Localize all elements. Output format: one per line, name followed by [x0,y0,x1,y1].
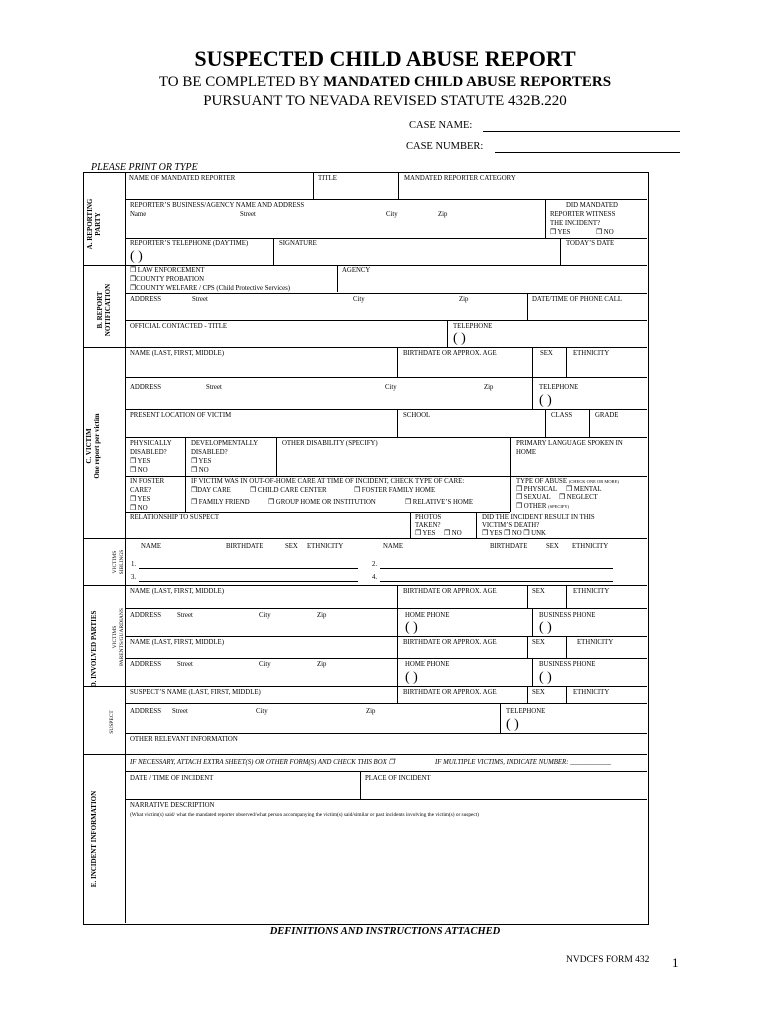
section-c-label [85,381,105,511]
victim-location-label: PRESENT LOCATION OF VICTIM [130,412,232,419]
grid-line [125,293,647,294]
todays-date-label: TODAY’S DATE [566,240,615,247]
reporter-title-label: TITLE [318,175,337,182]
parents-label-1: VICTIMS [112,625,118,649]
abuse-type-note: (CHECK ONE OR MORE) [568,479,619,484]
section-a-label-1: A. REPORTING [86,198,94,250]
sibling-2-number: 2. [372,561,378,568]
parent2-ethnicity-label: ETHNICITY [577,639,614,646]
multiple-victims-label: IF MULTIPLE VICTIMS, INDICATE NUMBER: ____________ [435,759,611,766]
divider-d-e [84,754,647,755]
business-zip-label: Zip [438,211,448,218]
parent2-sex-label: SEX [532,639,545,646]
case-number-field[interactable] [495,152,680,153]
dev-disabled-label-2: DISABLED? [191,449,228,456]
grid-line [397,636,398,658]
suspect-side-label [109,702,117,742]
victim-ethnicity-label: ETHNICITY [573,350,610,357]
sib-sex-header-left: SEX [285,543,298,550]
suspect-street-label: Street [172,708,188,715]
suspect-sex-label: SEX [532,689,545,696]
page-number: 1 [672,955,679,970]
dev-disabled-label-1: DEVELOPMENTALLY [191,440,259,447]
narrative-note: (What victim(s) said/ what the mandated reporter observed/what person accompanying the victim(s) said/similar or past incidents involving the victim(s) or suspect) [130,812,479,818]
foster-family-home-checkbox[interactable]: ❒ FOSTER FAMILY HOME [354,487,436,494]
suspect-side-text: SUSPECT [109,710,115,734]
case-name-label: CASE NAME: [409,120,473,131]
grid-line [566,347,567,377]
relatives-home-checkbox[interactable]: ❒ RELATIVE’S HOME [405,499,474,506]
photos-label-2: TAKEN? [415,522,441,529]
grid-line [545,409,546,437]
grid-line [476,512,477,538]
school-label: SCHOOL [403,412,431,419]
divider-sib-d [84,585,647,586]
suspect-telephone-label: TELEPHONE [506,708,546,715]
foster-yes-checkbox[interactable]: ❒ YES [130,496,151,503]
agency-label: AGENCY [342,267,371,274]
phys-yes-checkbox[interactable]: ❒ YES [130,458,151,465]
other-abuse-note: (SPECIFY) [548,504,570,509]
death-options-checkboxes[interactable]: ❒ YES ❒ NO ❒ UNK [482,530,546,537]
other-abuse-checkbox[interactable] [516,503,569,511]
signature-label: SIGNATURE [279,240,317,247]
incident-place-label: PLACE OF INCIDENT [365,775,431,782]
witness-label-1: DID MANDATED [566,202,618,209]
grid-line [125,409,647,410]
grid-line [532,658,533,686]
victim-city-label: City [385,384,397,391]
grid-line [397,585,398,608]
physically-disabled-label-2: DISABLED? [130,449,167,456]
grid-line [125,437,647,438]
grid-line [527,585,528,608]
victim-street-label: Street [206,384,222,391]
grid-line [125,377,647,378]
grid-line [397,409,398,437]
grid-line [545,199,546,239]
case-name-field[interactable] [483,131,680,132]
section-b-label [96,268,116,352]
siblings-label-1: VICTIMS [112,550,118,574]
parent1-address-label: ADDRESS [130,612,161,619]
divider-b-c [84,347,647,348]
grid-line [125,199,647,200]
group-home-checkbox[interactable]: ❒ GROUP HOME OR INSTITUTION [268,499,376,506]
photos-yes-checkbox[interactable]: ❒ YES [415,530,436,537]
phone-call-datetime-label: DATE/TIME OF PHONE CALL [532,296,623,303]
section-c-label-1: C. VICTIM [85,428,93,464]
sib-birthdate-header-left: BIRTHDATE [226,543,264,550]
grid-line [276,437,277,476]
physically-disabled-label-1: PHYSICALLY [130,440,172,447]
section-e-label-text: E. INCIDENT INFORMATION [90,790,98,888]
narrative-label: NARRATIVE DESCRIPTION [130,802,215,809]
section-d-label-text: D. INVOLVED PARTIES [90,610,98,688]
b-telephone-label: TELEPHONE [453,323,493,330]
grid-line [125,703,647,704]
grid-line [398,172,399,199]
form-subtitle [0,73,770,91]
sexual-abuse-checkbox[interactable]: ❒ SEXUAL [516,494,551,501]
parent2-zip-label: Zip [317,661,327,668]
official-contacted-label: OFFICIAL CONTACTED - TITLE [130,323,228,330]
sib-sex-header-right: SEX [546,543,559,550]
grid-line [560,238,561,265]
grid-line [410,512,411,538]
suspect-name-label: SUSPECT’S NAME (LAST, FIRST, MIDDLE) [130,689,261,696]
family-friend-checkbox[interactable]: ❒ FAMILY FRIEND [191,499,250,506]
statute-line: PURSUANT TO NEVADA REVISED STATUTE 432B.220 [203,93,567,109]
victim-sex-label: SEX [540,350,553,357]
class-label: CLASS [551,412,573,419]
sib-name-header-left: NAME [141,543,162,550]
grid-line [125,320,647,321]
victim-address-label: ADDRESS [130,384,161,391]
grid-line [527,686,528,703]
siblings-label [112,542,126,582]
sibling-3-field[interactable] [139,581,358,582]
photos-no-checkbox[interactable]: ❒ NO [444,530,462,537]
grid-line [360,771,361,799]
section-b-label-2: NOTIFICATION [104,283,112,337]
parent1-sex-label: SEX [532,588,545,595]
suspect-ethnicity-label: ETHNICITY [573,689,610,696]
parent2-street-label: Street [177,661,193,668]
grid-line [185,476,186,512]
section-a-label [86,182,106,266]
grid-line [125,733,647,734]
sibling-2-field[interactable] [380,568,613,569]
parent2-city-label: City [259,661,271,668]
b-city-label: City [353,296,365,303]
victim-birthdate-label: BIRTHDATE OR APPROX. AGE [403,350,497,357]
death-label-2: VICTIM’S DEATH? [482,522,540,529]
foster-care-label-1: IN FOSTER [130,478,165,485]
phys-no-checkbox[interactable]: ❒ NO [130,467,148,474]
grid-line [527,636,528,658]
witness-label-2: REPORTER WITNESS [550,211,616,218]
definitions-note: DEFINITIONS AND INSTRUCTIONS ATTACHED [269,926,501,937]
parent2-business-phone-label: BUSINESS PHONE [539,661,596,668]
grid-line [84,686,647,687]
suspect-phone-parens[interactable]: ( ) [506,717,519,732]
victim-zip-label: Zip [484,384,494,391]
section-e-label [90,779,100,899]
section-b-label-1: B. REPORT [96,291,104,329]
parent1-business-phone-label: BUSINESS PHONE [539,612,596,619]
grid-line [397,658,398,686]
primary-language-label-1: PRIMARY LANGUAGE SPOKEN IN [516,440,623,447]
parent1-name-label: NAME (LAST, FIRST, MIDDLE) [130,588,224,595]
victim-telephone-label: TELEPHONE [539,384,579,391]
relationship-label: RELATIONSHIP TO SUSPECT [130,514,220,521]
other-disability-label: OTHER DISABILITY (SPECIFY) [282,440,378,447]
parent1-home-phone-parens[interactable]: ( ) [405,620,418,635]
sibling-4-number: 4. [372,574,378,581]
reporter-phone-parens[interactable]: ( ) [130,249,143,264]
victim-phone-parens[interactable]: ( ) [539,393,552,408]
reporter-category-label: MANDATED REPORTER CATEGORY [404,175,516,182]
grid-line [313,172,314,199]
grid-line [566,636,567,658]
print-note: PLEASE PRINT OR TYPE [91,162,198,173]
neglect-checkbox[interactable]: ❒ NEGLECT [559,494,598,501]
sibling-1-field[interactable] [139,568,358,569]
b-phone-parens[interactable]: ( ) [453,331,466,346]
extra-sheets-checkbox[interactable]: IF NECESSARY, ATTACH EXTRA SHEET(S) OR OTHER FORM(S) AND CHECK THIS BOX ❒ [130,759,395,766]
case-number-label: CASE NUMBER: [406,141,484,152]
parent1-ethnicity-label: ETHNICITY [573,588,610,595]
reporter-phone-label: REPORTER’S TELEPHONE (DAYTIME) [130,240,249,247]
subtitle-prefix: TO BE COMPLETED BY [158,74,324,90]
suspect-city-label: City [256,708,268,715]
abuse-type-text: TYPE OF ABUSE [516,478,567,485]
grid-line [510,437,511,476]
primary-language-label-2: HOME [516,449,537,456]
parent2-home-phone-parens[interactable]: ( ) [405,670,418,685]
sibling-4-field[interactable] [380,581,613,582]
grid-line [185,437,186,476]
parent1-birthdate-label: BIRTHDATE OR APPROX. AGE [403,588,497,595]
witness-yes-checkbox[interactable]: ❒ YES [550,229,571,236]
physical-abuse-checkbox[interactable]: ❒ PHYSICAL [516,486,558,493]
b-zip-label: Zip [459,296,469,303]
suspect-zip-label: Zip [366,708,376,715]
grid-line [125,636,647,637]
business-name-label: Name [130,211,147,218]
grade-label: GRADE [595,412,619,419]
parent2-address-label: ADDRESS [130,661,161,668]
parents-guardians-label [112,602,126,672]
other-info-label: OTHER RELEVANT INFORMATION [130,736,238,743]
grid-line [532,377,533,409]
grid-line [125,238,647,239]
business-city-label: City [386,211,398,218]
witness-label-3: THE INCIDENT? [550,220,601,227]
grid-line [527,293,528,320]
narrative-field[interactable] [126,820,646,922]
b-address-label: ADDRESS [130,296,161,303]
business-label: REPORTER’S BUSINESS/AGENCY NAME AND ADDRESS [130,202,305,209]
out-of-home-label: IF VICTIM WAS IN OUT-OF-HOME CARE AT TIME OF INCIDENT, CHECK TYPE OF CARE: [191,478,465,485]
sib-birthdate-header-right: BIRTHDATE [490,543,528,550]
sibling-1-number: 1. [131,561,137,568]
grid-line [589,409,590,437]
grid-line [397,608,398,636]
law-enforcement-checkbox[interactable]: ❒ LAW ENFORCEMENT [130,267,205,274]
day-care-checkbox[interactable]: ❒DAY CARE [191,487,231,494]
grid-line [125,512,510,513]
parent1-zip-label: Zip [317,612,327,619]
grid-line [566,585,567,608]
parent2-name-label: NAME (LAST, FIRST, MIDDLE) [130,639,224,646]
grid-line [337,265,338,292]
foster-no-checkbox[interactable]: ❒ NO [130,505,148,512]
parents-label-2: PARENTS/GUARDIANS [118,608,125,666]
grid-line [397,347,398,377]
parent1-city-label: City [259,612,271,619]
county-welfare-checkbox[interactable]: ❒COUNTY WELFARE / CPS (Child Protective Services) [130,285,291,292]
parent1-business-phone-parens[interactable]: ( ) [539,620,552,635]
suspect-address-label: ADDRESS [130,708,161,715]
grid-line [510,476,511,512]
divider-a-b [84,265,647,266]
grid-line [532,608,533,636]
grid-line [125,608,647,609]
parent2-home-phone-label: HOME PHONE [405,661,450,668]
suspect-birthdate-label: BIRTHDATE OR APPROX. AGE [403,689,497,696]
business-street-label: Street [240,211,256,218]
parent1-street-label: Street [177,612,193,619]
divider-c-sib [84,538,647,539]
grid-line [397,686,398,703]
abuse-type-label [516,478,619,486]
subtitle-bold: MANDATED CHILD ABUSE REPORTERS [323,74,612,90]
section-c-label-2: One report per victim [93,413,101,479]
b-street-label: Street [192,296,208,303]
victim-name-label: NAME (LAST, FIRST, MIDDLE) [130,350,224,357]
parent1-home-phone-label: HOME PHONE [405,612,450,619]
grid-line [447,320,448,347]
dev-yes-checkbox[interactable]: ❒ YES [191,458,212,465]
grid-line [566,686,567,703]
section-a-label-2: PARTY [94,212,102,236]
grid-line [125,658,647,659]
form-number: NVDCFS FORM 432 [566,955,650,965]
grid-line [532,347,533,377]
sib-ethnicity-header-left: ETHNICITY [307,543,344,550]
foster-care-label-2: CARE? [130,487,152,494]
sib-ethnicity-header-right: ETHNICITY [572,543,609,550]
grid-line [125,476,647,477]
siblings-label-2: SIBLINGS [118,549,125,575]
other-abuse-text: ❒ OTHER [516,503,547,510]
reporter-name-label: NAME OF MANDATED REPORTER [129,175,236,182]
grid-line [125,799,647,800]
grid-line [273,238,274,265]
death-label-1: DID THE INCIDENT RESULT IN THIS [482,514,595,521]
grid-line [125,771,647,772]
mental-abuse-checkbox[interactable]: ❒ MENTAL [566,486,602,493]
incident-datetime-label: DATE / TIME OF INCIDENT [130,775,214,782]
form-title: SUSPECTED CHILD ABUSE REPORT [194,46,576,71]
sibling-3-number: 3. [131,574,137,581]
parent2-birthdate-label: BIRTHDATE OR APPROX. AGE [403,639,497,646]
dev-no-checkbox[interactable]: ❒ NO [191,467,209,474]
parent2-business-phone-parens[interactable]: ( ) [539,670,552,685]
sib-name-header-right: NAME [383,543,404,550]
grid-line [500,703,501,733]
child-care-center-checkbox[interactable]: ❒ CHILD CARE CENTER [250,487,327,494]
section-d-label [90,589,100,709]
photos-label-1: PHOTOS [415,514,442,521]
witness-no-checkbox[interactable]: ❒ NO [596,229,614,236]
county-probation-checkbox[interactable]: ❒COUNTY PROBATION [130,276,205,283]
